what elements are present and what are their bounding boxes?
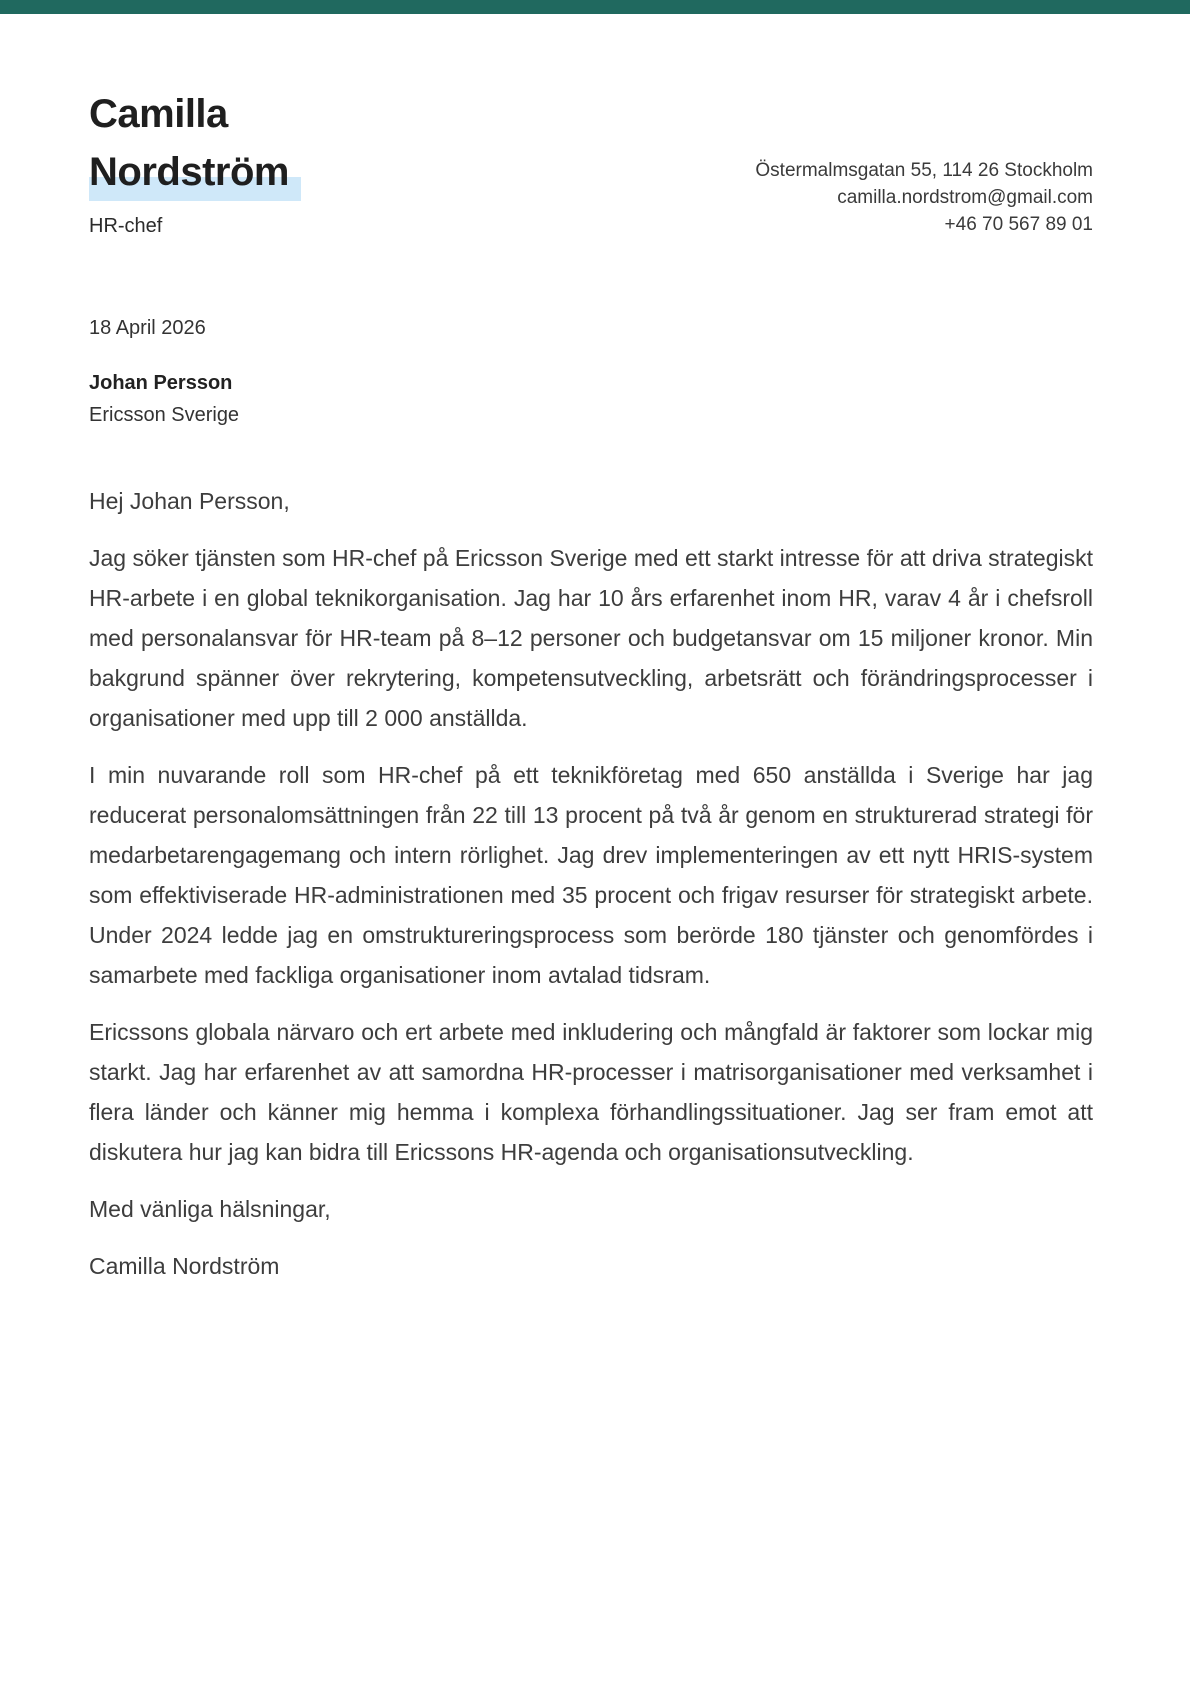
paragraph-3: Ericssons globala närvaro och ert arbete med inkludering och mångfald är faktorer som lockar mig starkt. Jag har erfarenhet av att samordna HR-processer i matrisorganisationer med verksamhet i flera länder och känner mig hemma i komplexa förhandlingssituationer. Jag ser fram emot att diskutera hur jag kan bidra till Ericssons HR-agenda och organisationsutveckling.	[89, 1019, 1093, 1165]
recipient-company: Ericsson Sverige	[89, 404, 240, 426]
signature: Camilla Nordström	[89, 1253, 280, 1279]
letter-header	[89, 85, 1093, 239]
sender-name	[89, 85, 301, 201]
letter-body	[89, 481, 1093, 1286]
letter-date: 18 April 2026	[89, 317, 206, 339]
sender-first-name: Camilla	[89, 92, 228, 136]
recipient-block	[89, 367, 1093, 431]
contact-email: camilla.nordstrom@gmail.com	[837, 187, 1093, 208]
sender-identity	[89, 85, 301, 239]
contact-address: Östermalmsgatan 55, 114 26 Stockholm	[755, 160, 1093, 181]
sender-job-title: HR-chef	[89, 215, 163, 237]
top-accent-bar	[0, 0, 1190, 14]
sender-last-name: Nordström	[89, 143, 301, 201]
greeting: Hej Johan Persson,	[89, 488, 290, 514]
closing: Med vänliga hälsningar,	[89, 1196, 331, 1222]
paragraph-1: Jag söker tjänsten som HR-chef på Ericsson Sverige med ett starkt intresse för att driva strategiskt HR-arbete i en global teknikorganisation. Jag har 10 års erfarenhet inom HR, varav 4 år i chefsroll med personalansvar för HR-team på 8–12 personer och budgetansvar om 15 miljoner kronor. Min bakgrund spänner över rekrytering, kompetensutveckling, arbetsrätt och förändringsprocesser i organisationer med upp till 2 000 anställda.	[89, 545, 1093, 731]
contact-phone: +46 70 567 89 01	[944, 214, 1093, 235]
recipient-name: Johan Persson	[89, 372, 233, 394]
paragraph-2: I min nuvarande roll som HR-chef på ett teknikföretag med 650 anställda i Sverige har jag reducerat personalomsättningen från 22 till 13 procent på två år genom en strukturerad strategi för medarbetarengagemang och intern rörlighet. Jag drev implementeringen av ett nytt HRIS-system som effektiviserade HR-administrationen med 35 procent och frigav resurser för strategiskt arbete. Under 2024 ledde jag en omstruktureringsprocess som berörde 180 tjänster och genomfördes i samarbete med fackliga organisationer inom avtalad tidsram.	[89, 762, 1093, 988]
contact-block	[755, 157, 1093, 239]
